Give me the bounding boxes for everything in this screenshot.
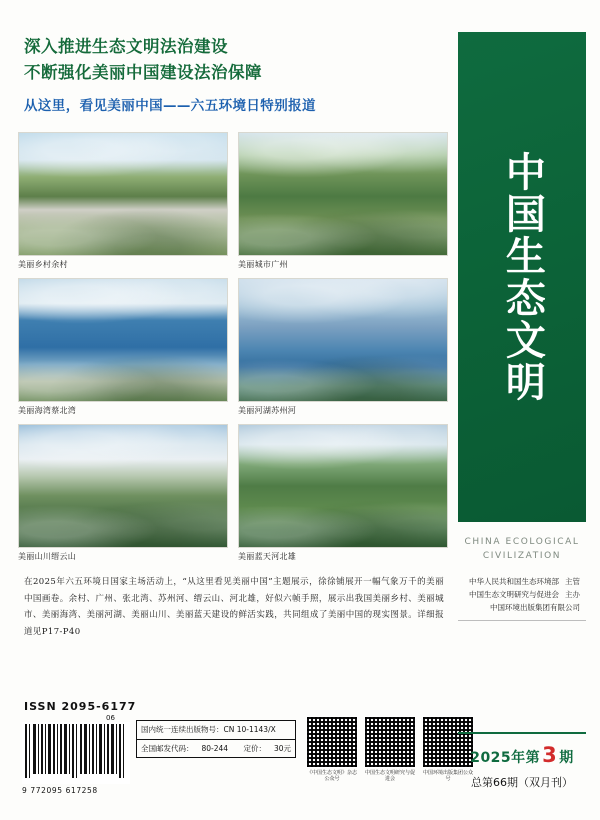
spine-green-panel [458, 32, 586, 522]
photo-bay [18, 278, 228, 402]
postal-price-row [137, 739, 295, 758]
price-label: 定价： [243, 743, 266, 753]
barcode-supplement: 06 [106, 714, 115, 722]
subheadline: 从这里，看见美丽中国——六五环境日特别报道 [24, 98, 316, 115]
publication-number-row [137, 721, 295, 739]
barcode [22, 722, 130, 784]
photo-cell [18, 424, 228, 562]
issue-info-box [458, 732, 586, 796]
publication-number-label: 国内统一连续出版物号： [141, 725, 224, 734]
issn-text: ISSN 2095-6177 [24, 700, 137, 713]
photo-cell [18, 132, 228, 270]
qr-code-icon[interactable] [306, 716, 358, 768]
issue-line [458, 734, 586, 767]
photo-urban-river [238, 278, 448, 402]
photo-caption: 美丽蓝天河北雄 [238, 552, 297, 562]
photo-mountain [18, 424, 228, 548]
org-role: 主办 [565, 589, 580, 599]
photo-blue-sky-city [238, 424, 448, 548]
photo-caption: 美丽河湖苏州河 [238, 406, 297, 416]
qr-label: 中国生态文明研究与促进会 [364, 770, 415, 782]
photo-city-guangzhou [238, 132, 448, 256]
headline-line-2: 不断强化美丽中国建设法治保障 [24, 62, 262, 82]
qr-item[interactable] [364, 716, 416, 782]
issue-year: 2025年第 [470, 750, 541, 766]
issue-total: 总第66期（双月刊） [471, 776, 573, 789]
cover-spine [458, 20, 586, 802]
photo-overlay [239, 425, 447, 547]
org-row [458, 589, 580, 602]
qr-label: 《中国生态文明》杂志公众号 [306, 770, 357, 782]
postal-code-label: 全国邮发代码： [141, 743, 194, 753]
spine-divider [458, 620, 586, 621]
issue-number: 3 [542, 743, 558, 767]
cover-photo-grid [18, 132, 448, 562]
publisher-org-block [458, 576, 584, 614]
photo-overlay [19, 133, 227, 255]
photo-cell [18, 278, 228, 416]
qr-code-icon[interactable] [364, 716, 416, 768]
photo-overlay [19, 425, 227, 547]
org-row [458, 576, 580, 589]
photo-caption: 美丽城市广州 [238, 260, 288, 270]
photo-overlay [19, 279, 227, 401]
magazine-title-cn: 中国生态文明 [499, 151, 547, 403]
photo-cell [238, 132, 448, 270]
price-group [235, 743, 291, 755]
org-name: 中国环境出版集团有限公司 [490, 602, 580, 612]
photo-caption: 美丽海湾蔡北湾 [18, 406, 77, 416]
org-name: 中国生态文明研究与促进会 [469, 589, 559, 599]
price-value: 30元 [273, 743, 291, 753]
headline-block [18, 20, 448, 120]
photo-overlay [239, 133, 447, 255]
org-role: 主管 [565, 577, 580, 586]
magazine-title-en-line2: CIVILIZATION [482, 550, 562, 561]
photo-caption: 美丽乡村余村 [18, 260, 68, 270]
headline-line-1: 深入推进生态文明法治建设 [24, 37, 228, 56]
postal-code-group [141, 743, 235, 755]
photo-cell [238, 424, 448, 562]
org-row [458, 602, 580, 615]
postal-code-value: 80-244 [201, 743, 229, 753]
qr-code-row [306, 716, 474, 782]
photo-cell [238, 278, 448, 416]
photo-overlay [239, 279, 447, 401]
photo-village [18, 132, 228, 256]
barcode-digits: 9 772095 617258 [22, 786, 98, 795]
cover-summary-text: 在2025年六五环境日国家主场活动上，“从这里看见美丽中国”主题展示，徐徐铺展开一幅气象万千的美丽中国画卷。余村、广州、张北湾、苏州河、缙云山、河北雄，好似六帧手照，展示出我国美丽乡村、美丽城市、美丽海湾、美丽河湖、美丽山川、美丽蓝天建设的鲜活实践，共同组成了美丽中国的现实图景。详细报道见P17-P40 [24, 577, 444, 637]
publication-number-value: CN 10-1143/X [223, 725, 276, 734]
org-name: 中华人民共和国生态环境部 [469, 577, 559, 586]
magazine-title-en-line1: CHINA ECOLOGICAL [464, 537, 580, 547]
publication-info-box [136, 720, 296, 758]
cover-left-column [18, 20, 448, 802]
qr-item[interactable] [306, 716, 358, 782]
issue-unit: 期 [559, 750, 574, 766]
photo-caption: 美丽山川缙云山 [18, 552, 77, 562]
qr-label: 中国环境出版集团公众号 [422, 770, 473, 782]
magazine-title-en [458, 536, 586, 563]
barcode-svg [22, 722, 130, 784]
